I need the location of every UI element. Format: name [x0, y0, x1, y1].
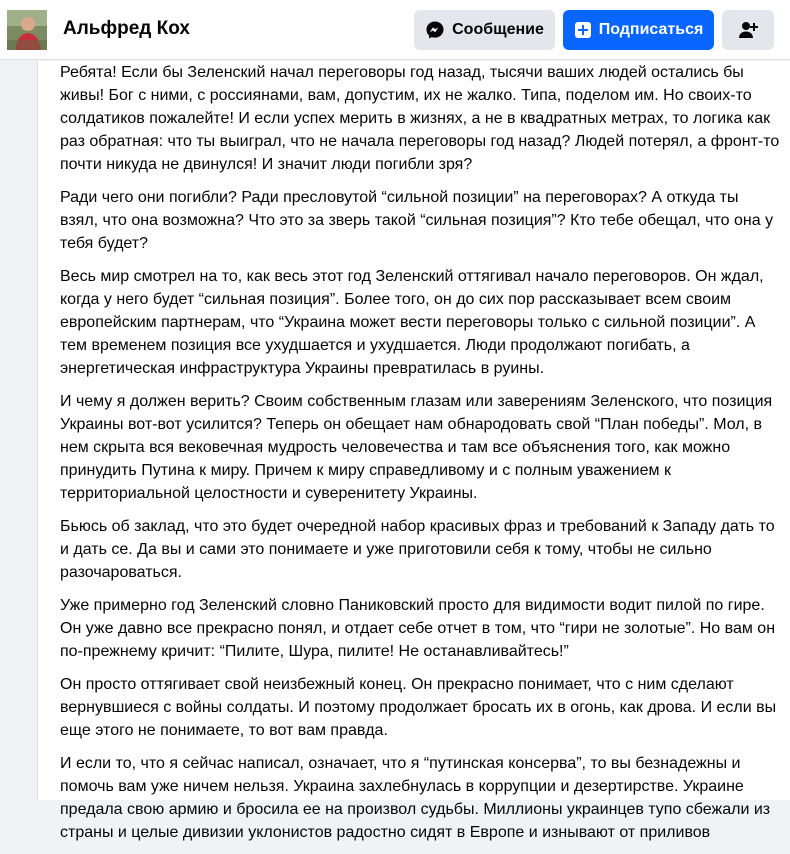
post-text: [60, 61, 780, 854]
post-paragraph: Он просто оттягивает свой неизбежный конец. Он прекрасно понимает, что с ним сделают вернувшиеся с войны солдаты. И поэтому продолжает бросать их в огонь, как дрова. И если вы еще этого не понимаете, то вот вам правда.: [60, 676, 777, 739]
message-button-label: Сообщение: [452, 21, 544, 38]
post-paragraph: Ребята! Если бы Зеленский начал переговоры год назад, тысячи ваших людей остались бы живы! Бог с ними, с россиянами, вам, допустим, их не жалко. Типа, поделом им. Но своих-то солдатиков пожалейте! И если успех мерить в жизнях, а не в квадратных метрах, то логика как раз обратная: что ты выиграл, что не начала переговоры год назад? Людей потерял, а фронт-то почти никуда не двинулся! И значит люди погибли зря?: [60, 64, 780, 173]
post-paragraph: Уже примерно год Зеленский словно Паниковский просто для видимости водит пилой по гире. Он уже давно все прекрасно понял, и отдает себе отчет в том, что “гири не золотые”. Но вам он по-прежнему кричит: “Пилите, Шура, пилите! Не останавливайтесь!”: [60, 597, 776, 660]
message-button[interactable]: [414, 10, 555, 50]
plus-icon: [574, 21, 592, 39]
messenger-icon: [425, 20, 445, 40]
follow-button[interactable]: [563, 10, 714, 50]
post-card: [37, 61, 790, 841]
post-paragraph: И чему я должен верить? Своим собственным глазам или заверениям Зеленского, что позиция Украины вот-вот усилится? Теперь он обещает нам обнародовать свой “План победы”. Мол, в нем скрыта вся вековечная мудрость человечества и там все объяснения того, как можно принудить Путина к миру. Причем к миру справедливому и с полным уважением к территориальной целостности и суверенитету Украины.: [60, 393, 773, 502]
profile-header: [0, 0, 790, 60]
post-paragraph: Весь мир смотрел на то, как весь этот год Зеленский оттягивал начало переговоров. Он ждал, когда у него будет “сильная позиция”. Более того, он до сих пор рассказывает всем своим европейским партнерам, что “Украина может вести переговоры только с сильной позиции”. А тем временем позиция все ухудшается и ухудшается. Люди продолжают погибать, а энергетическая инфраструктура Украины превратилась в руины.: [60, 268, 764, 377]
person-add-icon: [738, 20, 758, 40]
add-friend-button[interactable]: [722, 10, 774, 50]
avatar-photo: [7, 10, 47, 50]
post-paragraph: Ради чего они погибли? Ради пресловутой “сильной позиции” на переговорах? А откуда ты взял, что она возможна? Что это за зверь такой “сильная позиция”? Кто тебе обещал, что она у тебя будет?: [60, 189, 774, 252]
follow-button-label: Подписаться: [598, 21, 704, 38]
post-paragraph: И если то, что я сейчас написал, означает, что я “путинская консерва”, то вы безнадежны и помочь вам уже ничем нельзя. Украина захлебнулась в коррупции и дезертирстве. Украине предала свою армию и бросила ее на произвол судьбы. Миллионы украинцев тупо сбежали из страны и целые дивизии уклонистов радостно сидят в Европе и изнывают от приливов: [60, 755, 771, 841]
profile-name[interactable]: Альфред Кох: [63, 18, 190, 39]
avatar[interactable]: [7, 10, 47, 50]
post-paragraph: Бьюсь об заклад, что это будет очередной набор красивых фраз и требований к Западу дать то и дать се. Да вы и сами это понимаете и уже приготовили себя к тому, чтобы не сильно разочароваться.: [60, 518, 775, 581]
